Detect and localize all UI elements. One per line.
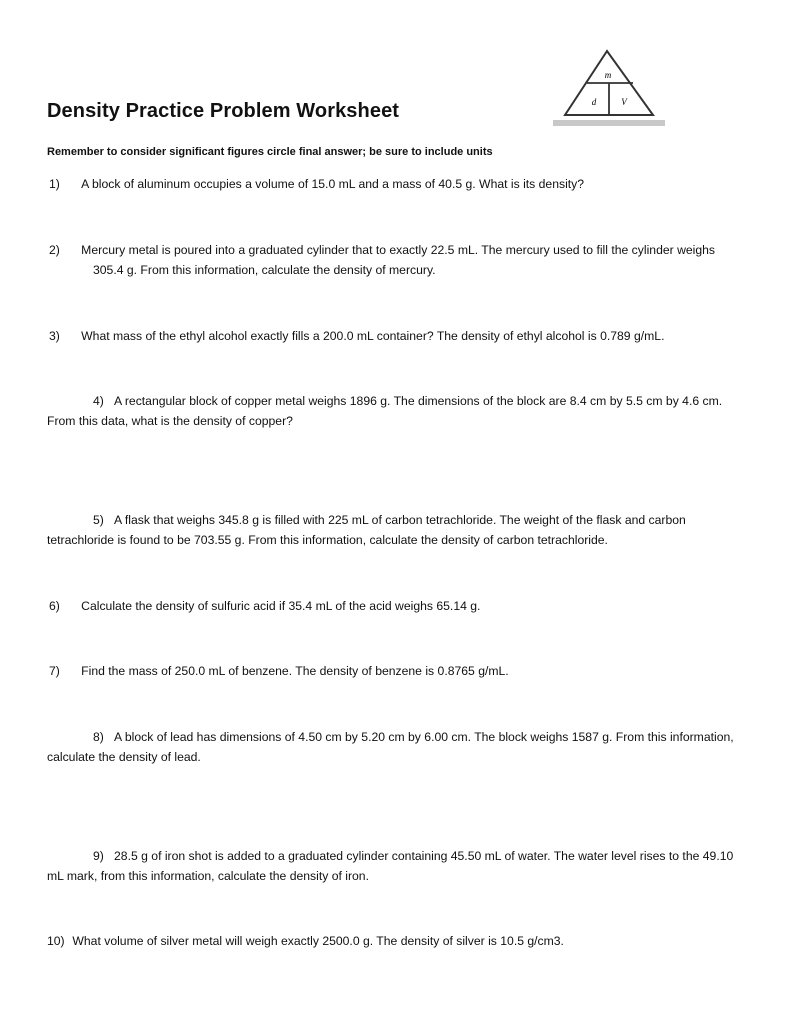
question-number: 4)	[93, 394, 104, 408]
question-text: Mercury metal is poured into a graduated cylinder that to exactly 22.5 mL. The mercury used to fill the cylinder weighs 305.4 g. From this information, calculate the density of mercury.	[81, 243, 716, 277]
question-text: Calculate the density of sulfuric acid if 35.4 mL of the acid weighs 65.14 g.	[81, 599, 481, 613]
question-9	[47, 846, 747, 886]
question-text: A rectangular block of copper metal weighs 1896 g. The dimensions of the block are 8.4 cm by 5.5 cm by 4.6 cm. From this data, what is the density of copper?	[47, 394, 723, 428]
triangle-volume-label: V	[621, 97, 627, 107]
question-2: 2) Mercury metal is poured into a graduated cylinder that to exactly 22.5 mL. The mercury used to fill the cylinder weighs 305.4 g. From this information, calculate the density of mercury.	[49, 243, 716, 277]
question-4	[47, 391, 747, 431]
density-triangle-diagram	[553, 47, 665, 129]
instructions: Remember to consider significant figures circle final answer; be sure to include units	[47, 146, 493, 158]
question-number: 9)	[93, 849, 104, 863]
question-text: A block of aluminum occupies a volume of 15.0 mL and a mass of 40.5 g. What is its density?	[81, 177, 585, 191]
page-title: Density Practice Problem Worksheet	[47, 100, 400, 122]
question-10: 10) What volume of silver metal will weigh exactly 2500.0 g. The density of silver is 10.5 g/cm3.	[47, 934, 564, 948]
question-number: 8)	[93, 730, 104, 744]
question-text: What volume of silver metal will weigh exactly 2500.0 g. The density of silver is 10.5 g/cm3.	[72, 934, 564, 948]
question-1: 1) A block of aluminum occupies a volume of 15.0 mL and a mass of 40.5 g. What is its density?	[49, 177, 585, 191]
question-7: 7) Find the mass of 250.0 mL of benzene. The density of benzene is 0.8765 g/mL.	[49, 664, 509, 678]
question-5	[47, 510, 747, 550]
question-text: What mass of the ethyl alcohol exactly fills a 200.0 mL container? The density of ethyl alcohol is 0.789 g/mL.	[81, 329, 665, 343]
question-8	[47, 727, 747, 767]
question-3: 3) What mass of the ethyl alcohol exactly fills a 200.0 mL container? The density of ethyl alcohol is 0.789 g/mL.	[49, 329, 665, 343]
question-text: 28.5 g of iron shot is added to a graduated cylinder containing 45.50 mL of water. The water level rises to the 49.10 mL mark, from this information, calculate the density of iron.	[47, 849, 734, 883]
question-text: Find the mass of 250.0 mL of benzene. The density of benzene is 0.8765 g/mL.	[81, 664, 509, 678]
question-number: 5)	[93, 513, 104, 527]
question-6: 6) Calculate the density of sulfuric acid if 35.4 mL of the acid weighs 65.14 g.	[49, 599, 481, 613]
question-text: A flask that weighs 345.8 g is filled with 225 mL of carbon tetrachloride. The weight of the flask and carbon tetrachloride is found to be 703.55 g. From this information, calculate the density of carbon tetrachloride.	[47, 513, 686, 547]
question-text: A block of lead has dimensions of 4.50 cm by 5.20 cm by 6.00 cm. The block weighs 1587 g. From this information, calculate the density of lead.	[47, 730, 734, 764]
triangle-mass-label: m	[604, 70, 612, 80]
triangle-density-label: d	[591, 97, 597, 107]
